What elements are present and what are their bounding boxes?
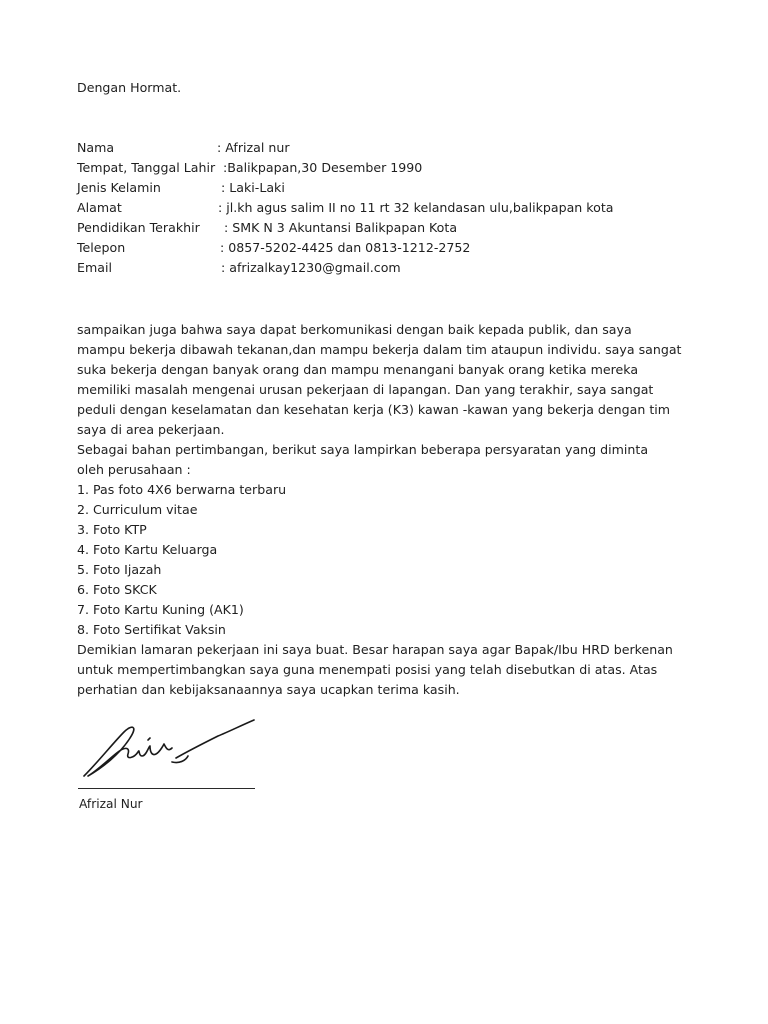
closing-line: perhatian dan kebijaksanaannya saya ucapkan terima kasih. — [77, 682, 460, 697]
identity-value: : Laki-Laki — [221, 180, 285, 195]
identity-value: :Balikpapan,30 Desember 1990 — [223, 160, 423, 175]
attachment-item: 4. Foto Kartu Keluarga — [77, 542, 218, 557]
body-line: mampu bekerja dibawah tekanan,dan mampu bekerja dalam tim ataupun individu. saya sangat — [77, 342, 682, 357]
body-line: peduli dengan keselamatan dan kesehatan kerja (K3) kawan -kawan yang bekerja dengan tim — [77, 402, 671, 417]
attachment-item: 5. Foto Ijazah — [77, 562, 162, 577]
attachment-item: 8. Foto Sertifikat Vaksin — [77, 622, 226, 637]
closing-line: untuk mempertimbangkan saya guna menempati posisi yang telah disebutkan di atas. Atas — [77, 662, 658, 677]
identity-label: Nama — [77, 140, 115, 155]
attachment-item: 7. Foto Kartu Kuning (AK1) — [77, 602, 244, 617]
identity-label: Email — [77, 260, 112, 275]
body-line: saya di area pekerjaan. — [77, 422, 225, 437]
identity-value: : afrizalkay1230@gmail.com — [221, 260, 401, 275]
identity-label: Jenis Kelamin — [77, 180, 161, 195]
handwritten-signature — [78, 712, 268, 792]
identity-value: : jl.kh agus salim II no 11 rt 32 kelandasan ulu,balikpapan kota — [218, 200, 614, 215]
identity-label: Tempat, Tanggal Lahir — [77, 160, 216, 175]
identity-value: : SMK N 3 Akuntansi Balikpapan Kota — [224, 220, 458, 235]
attachment-item: 1. Pas foto 4X6 berwarna terbaru — [77, 482, 287, 497]
identity-label: Alamat — [77, 200, 122, 215]
identity-label: Pendidikan Terakhir — [77, 220, 200, 235]
body-line: memiliki masalah mengenai urusan pekerjaan di lapangan. Dan yang terakhir, saya sangat — [77, 382, 654, 397]
attachment-item: 2. Curriculum vitae — [77, 502, 198, 517]
closing-line: Demikian lamaran pekerjaan ini saya buat. Besar harapan saya agar Bapak/Ibu HRD berkenan — [77, 642, 673, 657]
greeting: Dengan Hormat. — [77, 80, 182, 95]
body-line: Sebagai bahan pertimbangan, berikut saya lampirkan beberapa persyaratan yang diminta — [77, 442, 649, 457]
identity-value: : Afrizal nur — [217, 140, 290, 155]
identity-label: Telepon — [77, 240, 126, 255]
identity-value: : 0857-5202-4425 dan 0813-1212-2752 — [220, 240, 471, 255]
attachment-item: 6. Foto SKCK — [77, 582, 157, 597]
signer-name: Afrizal Nur — [79, 797, 143, 811]
body-line: oleh perusahaan : — [77, 462, 191, 477]
body-line: suka bekerja dengan banyak orang dan mampu menangani banyak orang ketika mereka — [77, 362, 639, 377]
attachment-item: 3. Foto KTP — [77, 522, 147, 537]
body-line: sampaikan juga bahwa saya dapat berkomunikasi dengan baik kepada publik, dan saya — [77, 322, 632, 337]
signature-line — [78, 788, 255, 789]
signature-icon — [78, 712, 268, 792]
